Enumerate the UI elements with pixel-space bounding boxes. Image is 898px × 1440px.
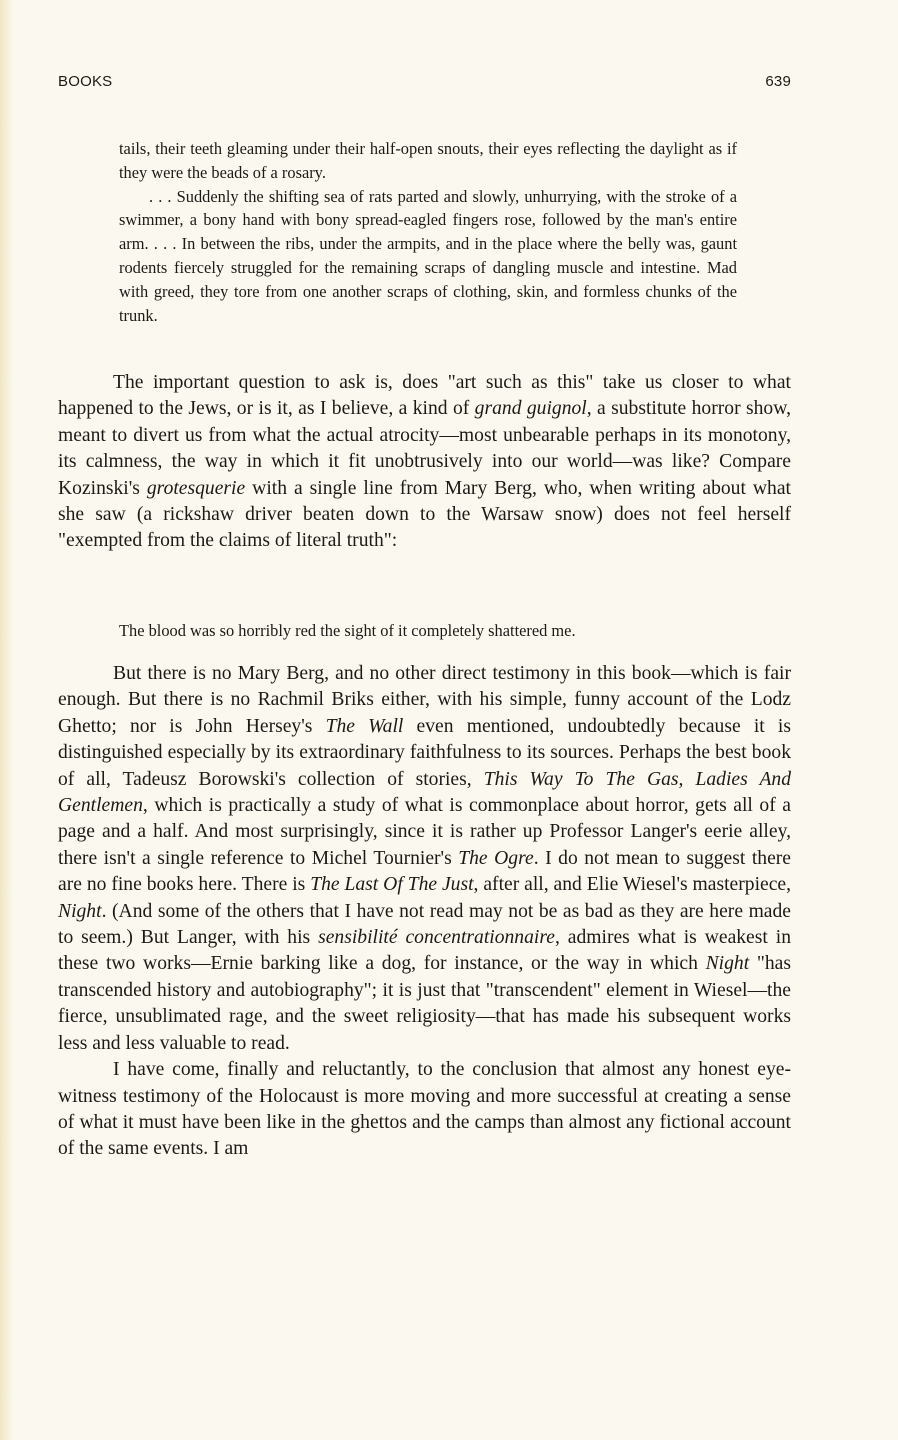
running-head xyxy=(58,73,791,93)
block-quote xyxy=(119,137,737,327)
italic-title: The Wall xyxy=(325,715,404,737)
block-quote-paragraph-1: tails, their teeth gleaming under their half-open snouts, their eyes reflecting the daylight as if they were the beads of a rosary. xyxy=(119,139,737,182)
text-run: even mentioned, undoubtedly because it is distinguished especially by its extraordinary faithfulness to its sources. Perhaps the best book of all, Tadeusz Borowski's collection of stories, xyxy=(58,715,791,790)
text-run: . I do not mean to suggest there are no fine books here. There is xyxy=(58,847,791,896)
italic-title: grotesquerie xyxy=(146,477,246,499)
text-run: with a single line from Mary Berg, who, when writing about what she saw (a rickshaw driver beaten down to the Warsaw snow) does not feel herself "exempted from the claims of literal truth": xyxy=(58,477,791,552)
italic-title: The Last Of The Just xyxy=(310,874,474,896)
text-run: . (And some of the others that I have not read may not be as bad as they are here made to seem.) But Langer, with his xyxy=(58,900,791,949)
body-paragraph-2 xyxy=(58,661,791,1057)
italic-title: grand guignol xyxy=(474,398,587,420)
italic-term: sensibilité concentrationnaire xyxy=(318,927,555,949)
page-number: 639 xyxy=(765,73,791,90)
text-run: But there is no Mary Berg, and no other direct testimony in this book—which is fair enough. But there is no Rachmil Briks either, with his simple, funny account of the Lodz Ghetto; nor is John Hersey's xyxy=(58,663,791,737)
body-paragraph-1 xyxy=(58,370,791,555)
text-run: "has transcended history and autobiography"; it is just that "transcendent" element in Wiesel—the fierce, unsublimated rage, and the sweet religiosity—that has made his subsequent works less and less valuable to read. xyxy=(58,953,791,1054)
italic-title: The Ogre xyxy=(458,847,534,869)
text-run: , after all, and Elie Wiesel's masterpiece, xyxy=(473,874,792,896)
italic-title: This Way To The Gas, Ladies And Gentlemen xyxy=(58,768,792,817)
text-run: , a substitute horror show, meant to divert us from what the actual atrocity—most unbearable perhaps in its monotony, its calmness, the way in which it fit unobtrusively into our world—was like? Compare Kozinski's xyxy=(58,398,791,499)
body-text-upper xyxy=(58,370,791,555)
running-head-title: BOOKS xyxy=(58,73,113,90)
italic-title: Night xyxy=(58,900,102,922)
text-run: , which is practically a study of what is commonplace about horror, gets all of a page and a half. And most surprisingly, since it is rather up Professor Langer's eerie alley, there isn't a single reference to Michel Tournier's xyxy=(58,795,791,869)
text-run: , admires what is weakest in these two works—Ernie barking like a dog, for instance, or the way in which xyxy=(58,927,791,975)
body-paragraph-3: I have come, finally and reluctantly, to the conclusion that almost any honest eye-witness testimony of the Holocaust is more moving and more successful at creating a sense of what it must have been like in the ghettos and the camps than almost any fictional account of the same events. I am xyxy=(58,1059,791,1160)
body-text-lower xyxy=(58,661,791,1163)
short-quote: The blood was so horribly red the sight of it completely shattered me. xyxy=(119,621,576,640)
italic-title: Night xyxy=(705,953,750,975)
text-run: The important question to ask is, does "art such as this" take us closer to what happened to the Jews, or is it, as I believe, a kind of xyxy=(58,372,791,420)
block-quote-paragraph-2: . . . Suddenly the shifting sea of rats parted and slowly, unhurrying, with the stroke of a swimmer, a bony hand with bony spread-eagled fingers rose, followed by the man's entire arm. . . . In between the ribs, under the armpits, and in the place where the belly was, gaunt rodents fiercely struggled for the remaining scraps of dangling muscle and intestine. Mad with greed, they tore from one another scraps of clothing, skin, and formless chunks of the trunk. xyxy=(119,186,737,325)
